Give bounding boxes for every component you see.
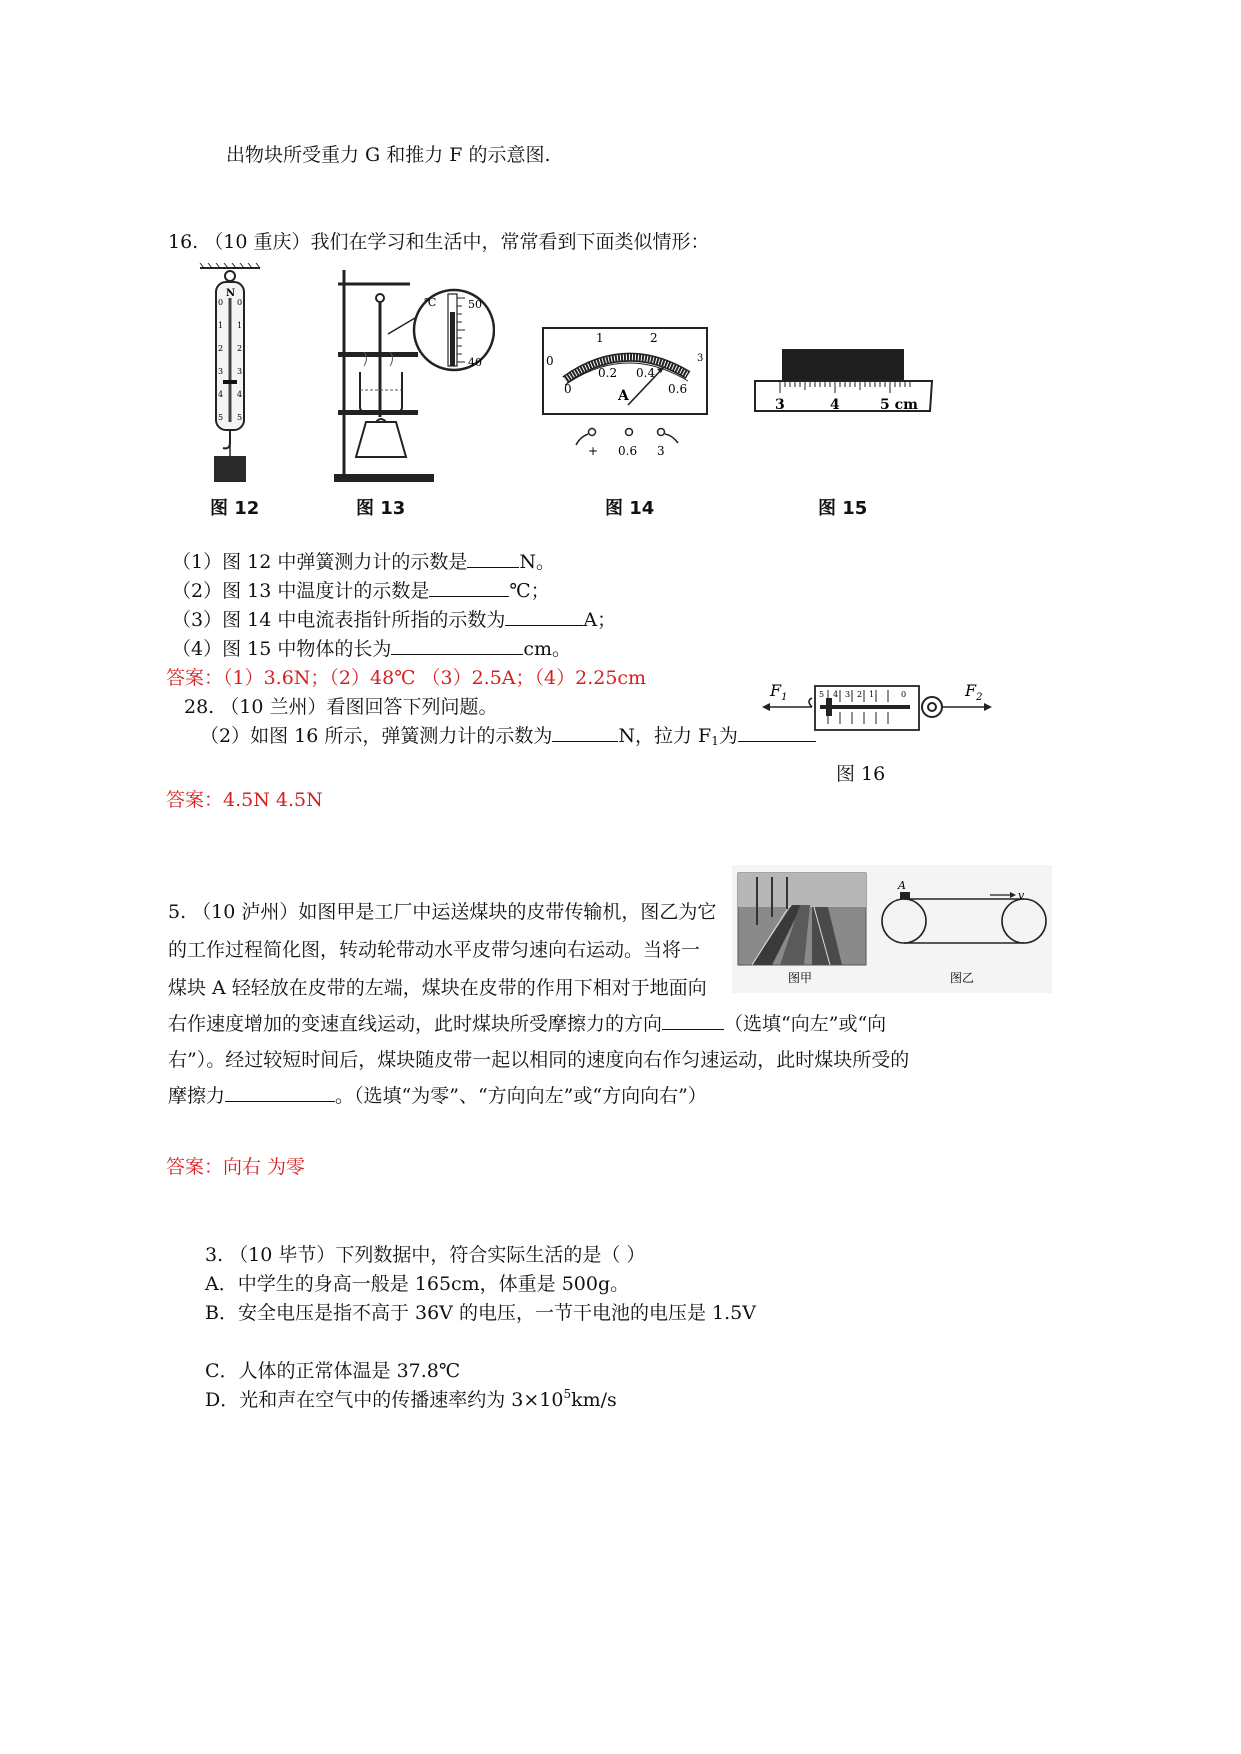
figure-12-label: 图 12 <box>210 498 260 519</box>
fig-diagram-label: 图乙 <box>950 971 975 985</box>
fig15-ruler-tick: 3 <box>775 397 785 413</box>
fig14-left-zero: 0 <box>546 354 554 368</box>
fig13-tick-low: 40 <box>468 356 482 369</box>
fig14-inner-tick: 0 <box>564 382 572 396</box>
q28-item-2 <box>200 721 816 748</box>
q16-item-3-text: （3）图 14 中电流表指针所指的示数为 <box>172 609 506 631</box>
q5-answer: 答案：向右 为零 <box>166 1156 306 1178</box>
fig15-ruler-tick: 4 <box>830 397 840 413</box>
question-16-heading: 16. （10 重庆）我们在学习和生活中，常常看到下面类似情形： <box>168 231 710 253</box>
q3-option-d[interactable] <box>205 1385 617 1412</box>
fig12-right-tick: 4 <box>237 390 243 399</box>
fig-photo-label: 图甲 <box>788 971 813 985</box>
fig12-right-tick: 0 <box>237 298 243 307</box>
q3-option-d-unit: km/s <box>571 1389 617 1411</box>
q5-line-1: 5. （10 泸州）如图甲是工厂中运送煤块的皮带传输机，图乙为它 <box>168 901 717 923</box>
fig14-terminal: + <box>588 444 599 458</box>
fig12-right-tick: 5 <box>237 413 243 422</box>
q16-answer-blank-4[interactable] <box>391 636 523 655</box>
question-3-heading: 3. （10 毕节）下列数据中，符合实际生活的是（ ） <box>205 1244 646 1266</box>
q3-option-c[interactable]: C．人体的正常体温是 37.8℃ <box>205 1360 461 1382</box>
continued-question-text: 出物块所受重力 G 和推力 F 的示意图. <box>226 144 551 166</box>
fig12-left-tick: 2 <box>218 344 224 353</box>
figure-q5-conveyor <box>732 865 1052 993</box>
q16-answer-blank-3[interactable] <box>505 607 583 626</box>
figure-14-ammeter <box>540 325 710 465</box>
figure-12-spring-scale <box>190 262 280 492</box>
figure-13-label: 图 13 <box>356 498 406 519</box>
q16-answer: 答案：（1）3.6N；（2）48℃ （3）2.5A；（4）2.25cm <box>166 667 647 689</box>
q28-item-2-mid: N，拉力 F <box>618 725 712 747</box>
q5-line-6-text: 摩擦力 <box>168 1085 226 1107</box>
fig12-left-tick: 1 <box>218 321 224 330</box>
q3-option-d-exponent: 5 <box>563 1387 572 1401</box>
fig14-inner-tick: 0.2 <box>598 366 618 380</box>
fig12-right-tick: 1 <box>237 321 243 330</box>
q5-line-3: 煤块 A 轻轻放在皮带的左端，煤块在皮带的作用下相对于地面向 <box>168 977 707 999</box>
q16-item-4-text: （4）图 15 中物体的长为 <box>172 638 392 660</box>
fig12-unit: N <box>226 288 236 299</box>
fig16-tick: 2 <box>857 690 863 699</box>
q16-item-1 <box>172 547 555 574</box>
fig16-f2: $F_2$ <box>965 681 983 703</box>
figure-15-label: 图 15 <box>818 498 868 519</box>
q28-answer: 答案：4.5N 4.5N <box>166 789 323 811</box>
q28-item-2-end: 为 <box>718 725 738 747</box>
fig16-tick: 1 <box>869 690 875 699</box>
question-28-heading: 28. （10 兰州）看图回答下列问题。 <box>184 696 498 718</box>
q5-line-4-text: 右作速度增加的变速直线运动，此时煤块所受摩擦力的方向 <box>168 1013 663 1035</box>
fig-velocity-label: v <box>1018 889 1025 902</box>
fig16-tick: 5 <box>819 690 825 699</box>
q16-item-4-unit: cm。 <box>523 638 572 660</box>
q16-item-3-unit: A； <box>583 609 617 631</box>
figure-15-ruler <box>752 345 937 420</box>
fig13-unit: ℃ <box>424 296 437 309</box>
fig13-tick-high: 50 <box>468 298 482 311</box>
q16-item-2-text: （2）图 13 中温度计的示数是 <box>172 580 430 602</box>
q16-item-3 <box>172 605 616 632</box>
fig16-tick: 3 <box>845 690 851 699</box>
fig14-inner-tick: 0.6 <box>668 382 688 396</box>
figure-16-spring-scale <box>760 680 1000 742</box>
q5-answer-blank-1[interactable] <box>662 1011 724 1030</box>
fig12-right-tick: 2 <box>237 344 243 353</box>
q5-answer-blank-2[interactable] <box>225 1083 335 1102</box>
fig14-outer-tick: 3 <box>697 353 704 364</box>
q3-option-b[interactable]: B．安全电压是指不高于 36V 的电压，一节干电池的电压是 1.5V <box>205 1302 756 1324</box>
q16-item-1-text: （1）图 12 中弹簧测力计的示数是 <box>172 551 468 573</box>
q16-item-1-unit: N。 <box>519 551 555 573</box>
q16-item-2 <box>172 576 550 603</box>
q16-answer-blank-2[interactable] <box>429 578 509 597</box>
q5-line-6-choices: 。（选填“为零”、“方向向左”或“方向向右”） <box>335 1085 707 1107</box>
fig14-terminal: 0.6 <box>618 444 638 458</box>
fig12-right-tick: 3 <box>237 367 243 376</box>
q5-line-5: 右”）。经过较短时间后，煤块随皮带一起以相同的速度向右作匀速运动，此时煤块所受的 <box>168 1049 910 1071</box>
q5-line-4-choices: （选填“向左”或“向 <box>724 1013 887 1035</box>
fig12-left-tick: 3 <box>218 367 224 376</box>
figure-13-thermometer-setup <box>330 262 495 492</box>
q5-line-4 <box>168 1004 886 1044</box>
q16-answer-blank-1[interactable] <box>467 549 519 568</box>
figure-16-label: 图 16 <box>836 763 886 785</box>
q3-option-d-text: D．光和声在空气中的传播速率约为 3×10 <box>205 1389 564 1411</box>
fig16-tick: 4 <box>833 690 839 699</box>
q3-option-a[interactable]: A．中学生的身高一般是 165cm，体重是 500g。 <box>205 1273 630 1295</box>
fig16-tick: 0 <box>901 690 907 699</box>
fig12-left-tick: 0 <box>218 298 224 307</box>
fig14-outer-tick: 1 <box>596 331 604 345</box>
q5-line-6 <box>168 1076 707 1116</box>
fig12-left-tick: 5 <box>218 413 224 422</box>
q28-f1-subscript: 1 <box>711 734 719 748</box>
q5-line-2: 的工作过程简化图，转动轮带动水平皮带匀速向右运动。当将一 <box>168 939 701 961</box>
fig14-outer-tick: 2 <box>650 331 658 345</box>
q28-answer-blank-1[interactable] <box>552 723 618 742</box>
fig14-inner-tick: 0.4 <box>636 366 656 380</box>
fig14-unit: A <box>618 388 629 404</box>
figure-14-label: 图 14 <box>605 498 655 519</box>
fig14-terminal: 3 <box>657 444 665 458</box>
q16-item-4 <box>172 634 571 661</box>
fig-block-label: A <box>898 879 906 892</box>
fig12-left-tick: 4 <box>218 390 224 399</box>
q28-item-2-text: （2）如图 16 所示，弹簧测力计的示数为 <box>200 725 553 747</box>
fig15-ruler-tick: 5 cm <box>880 397 918 413</box>
fig16-f1: $F_1$ <box>770 681 788 703</box>
q16-item-2-unit: ℃； <box>509 580 550 602</box>
